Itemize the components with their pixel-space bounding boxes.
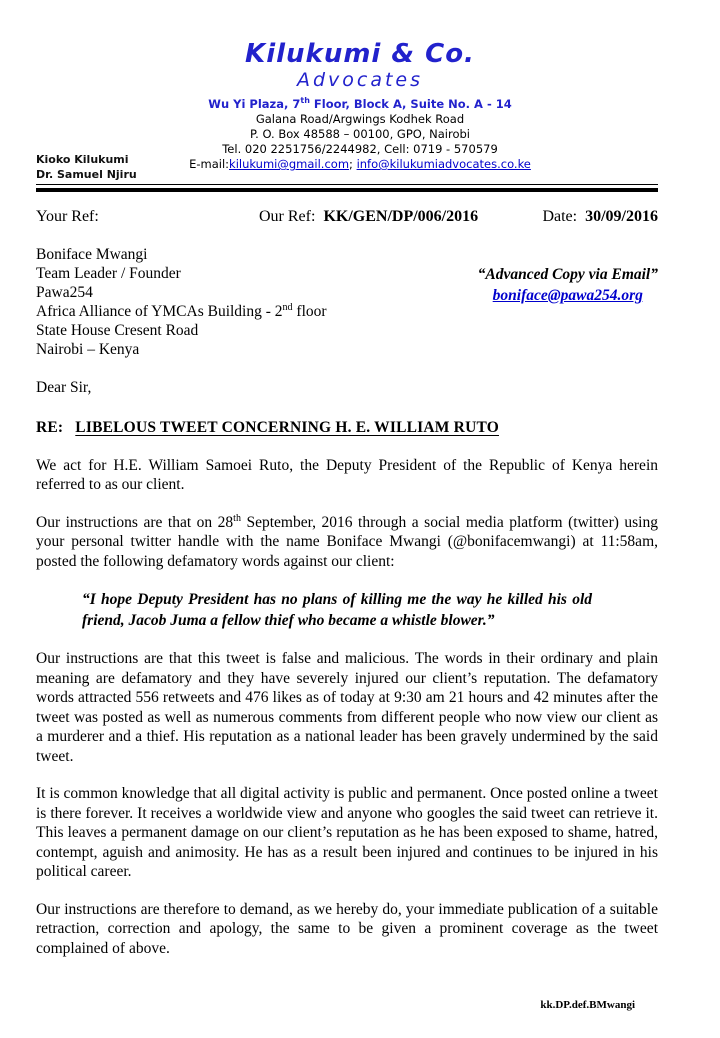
email-link-firm[interactable]: info@kilukumiadvocates.co.ke — [356, 157, 531, 171]
address-building-text: Wu Yi Plaza, 7 — [208, 97, 301, 111]
divider-thin-line — [36, 184, 658, 185]
our-ref-value: KK/GEN/DP/006/2016 — [323, 207, 479, 225]
letter-body — [0, 207, 720, 959]
recipient-email-link[interactable]: boniface@pawa254.org — [492, 287, 643, 304]
subject-line — [36, 418, 658, 438]
recipient-city: Nairobi – Kenya — [36, 340, 140, 358]
email-label: E-mail: — [189, 157, 230, 171]
recipient-building — [36, 302, 327, 321]
address-line-building — [0, 97, 720, 112]
recipient-street: State House Cresent Road — [36, 321, 199, 339]
advance-copy-note — [478, 265, 658, 359]
paragraph-2 — [36, 513, 658, 572]
telephone-line: Tel. 020 2251756/2244982, Cell: 0719 - 570579 — [222, 142, 498, 156]
recipient-building-superscript: nd — [282, 301, 293, 313]
paragraph-1: We act for H.E. William Samoei Ruto, the Deputy President of the Republic of Kenya herein referred to as our client. — [36, 456, 658, 493]
attorneys-list — [36, 152, 137, 182]
attorney-name-1: Kioko Kilukumi — [36, 153, 129, 166]
address-line-pobox: P. O. Box 48588 – 00100, GPO, Nairobi — [250, 127, 470, 141]
letterhead — [0, 0, 720, 181]
recipient-name: Boniface Mwangi — [36, 245, 148, 263]
advance-copy-text: “Advanced Copy via Email” — [477, 265, 658, 283]
address-building-text-2: Floor, Block A, Suite No. A - 14 — [309, 97, 512, 111]
paragraph-2-text: Our instructions are that on 28 — [36, 513, 234, 531]
letterhead-divider — [36, 184, 658, 192]
recipient-title: Team Leader / Founder — [36, 264, 181, 282]
file-reference: kk.DP.def.BMwangi — [540, 999, 635, 1011]
quoted-tweet: “I hope Deputy President has no plans of killing me the way he killed his old friend, Jacob Juma a fellow thief who became a whistle blower.” — [82, 591, 592, 629]
recipient-building-text-2: floor — [292, 302, 327, 320]
divider-thick-line — [36, 188, 658, 192]
date-label: Date: — [542, 207, 578, 225]
subject-text: LIBELOUS TWEET CONCERNING H. E. WILLIAM RUTO — [75, 419, 499, 436]
salutation: Dear Sir, — [36, 378, 92, 396]
address-building-superscript: th — [300, 96, 310, 106]
date-value: 30/09/2016 — [585, 207, 658, 225]
subject-label: RE: — [36, 419, 64, 436]
paragraph-3: Our instructions are that this tweet is false and malicious. The words in their ordinary and plain meaning are defamatory and they have severely injured our client’s reputation. The defamatory words attracted 556 retweets and 476 likes as of today at 9:30 am 21 hours and 42 minutes after the tweet was posted as well as numerous comments from different people who now view our client as a murderer and a thief. His reputation as a national leader has been gravely undermined by the said tweet. — [36, 650, 658, 765]
our-ref — [259, 207, 478, 227]
recipient-address — [36, 245, 327, 359]
firm-subtitle: Advocates — [296, 69, 424, 91]
your-ref-label: Your Ref: — [36, 207, 99, 225]
email-separator: ; — [349, 157, 353, 171]
recipient-building-text: Africa Alliance of YMCAs Building - 2 — [36, 302, 283, 320]
paragraph-5: Our instructions are therefore to demand, as we hereby do, your immediate publication of a suitable retraction, correction and apology, the same to be given a prominent coverage as the tweet complained of above. — [36, 900, 658, 957]
firm-name: Kilukumi & Co. — [245, 39, 475, 69]
paragraph-2-text-2: September, 2016 through a social media platform (twitter) using your personal twitter handle with the name Boniface Mwangi (@bonifacemwangi) at 11:58am, posted the following defamatory words against our client: — [36, 513, 658, 570]
recipient-section — [36, 245, 658, 359]
reference-line — [36, 207, 658, 227]
email-link-gmail[interactable]: kilukumi@gmail.com — [229, 157, 350, 171]
paragraph-2-superscript: th — [233, 512, 241, 524]
address-line-road: Galana Road/Argwings Kodhek Road — [255, 112, 465, 126]
date — [542, 207, 658, 227]
paragraph-4: It is common knowledge that all digital activity is public and permanent. Once posted online a tweet is there forever. It receives a worldwide view and anyone who googles the said tweet can retrieve it. This leaves a permanent damage on our client’s reputation as he has been exposed to shame, hatred, contempt, aguish and animosity. He has as a result been injured and continues to be injured in his political career. — [36, 785, 658, 880]
recipient-org: Pawa254 — [36, 283, 93, 301]
attorney-name-2: Dr. Samuel Njiru — [36, 168, 137, 181]
our-ref-label: Our Ref: — [259, 207, 316, 225]
